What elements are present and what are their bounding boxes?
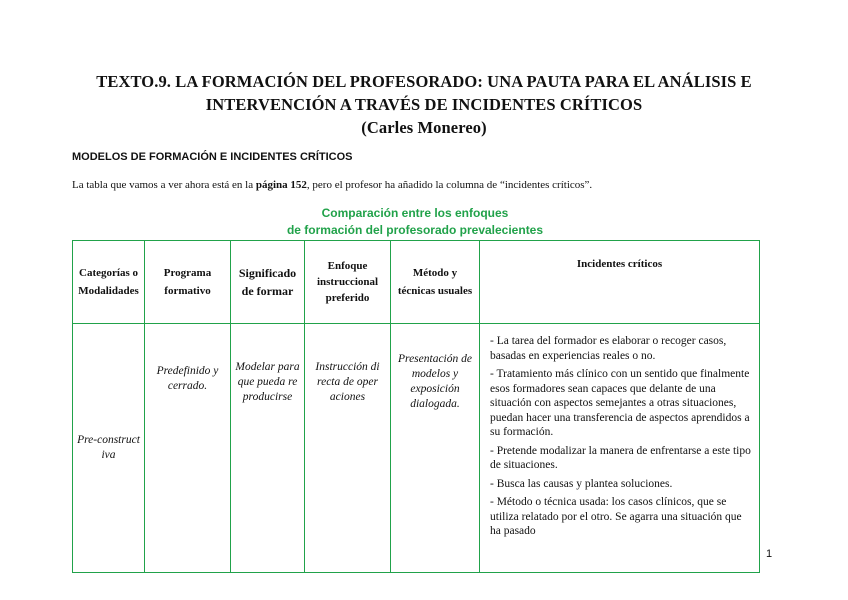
cell-metodo: Presentación de modelos y exposición dialogada. (391, 324, 480, 573)
cell-significado: Modelar para que pueda reproducirse (231, 324, 305, 573)
page-number: 1 (766, 548, 773, 560)
intro-text-end: , pero el profesor ha añadido la columna de “incidentes críticos”. (306, 179, 593, 191)
comparison-table (72, 240, 760, 573)
table-caption-line-2: de formación del profesorado prevalecientes (286, 223, 544, 237)
document-title-line-2: INTERVENCIÓN A TRAVÉS DE INCIDENTES CRÍTICOS (205, 95, 643, 114)
incident-item: - Busca las causas y plantea soluciones. (490, 477, 673, 490)
table-header-row (73, 241, 760, 324)
header-programa: Programa formativo (145, 241, 231, 324)
cell-programa: Predefinido y cerrado. (145, 324, 231, 573)
cell-incidentes (480, 324, 760, 573)
document-title-line-1: TEXTO.9. LA FORMACIÓN DEL PROFESORADO: UNA PAUTA PARA EL ANÁLISIS E (96, 72, 752, 91)
incident-item: - La tarea del formador es elaborar o recoger casos, basadas en experiencias reales o no. (490, 335, 727, 362)
table-caption-line-1: Comparación entre los enfoques (321, 206, 509, 220)
cell-enfoque: Instrucción directa de operaciones (305, 324, 391, 573)
header-incidentes: Incidentes críticos (480, 241, 760, 324)
incident-item: - Tratamiento más clínico con un sentido que finalmente esos formadores sean capaces que delante de una situación con aspectos semejantes a otras situaciones, puedan hacer una transferencia de aspectos aprendidos a su formación. (490, 368, 750, 438)
incident-item: - Método o técnica usada: los casos clínicos, que se utiliza relatado por el otro. Se agarra una situación que ha pasado (490, 496, 742, 537)
table-row (73, 324, 760, 573)
header-categorias: Categorías o Modalidades (73, 241, 145, 324)
header-significado: Significado de formar (231, 241, 305, 324)
cell-categoria: Pre-constructiva (73, 324, 145, 573)
header-metodo: Método y técnicas usuales (391, 241, 480, 324)
incident-item: - Pretende modalizar la manera de enfrentarse a este tipo de situaciones. (490, 444, 751, 471)
intro-paragraph (72, 179, 592, 191)
document-author: (Carles Monereo) (361, 118, 487, 137)
section-heading: MODELOS DE FORMACIÓN E INCIDENTES CRÍTICOS (72, 151, 353, 163)
header-enfoque: Enfoque instruccional preferido (305, 241, 391, 324)
intro-page-reference: página 152 (255, 179, 307, 191)
intro-text-start: La tabla que vamos a ver ahora está en la (72, 179, 256, 191)
